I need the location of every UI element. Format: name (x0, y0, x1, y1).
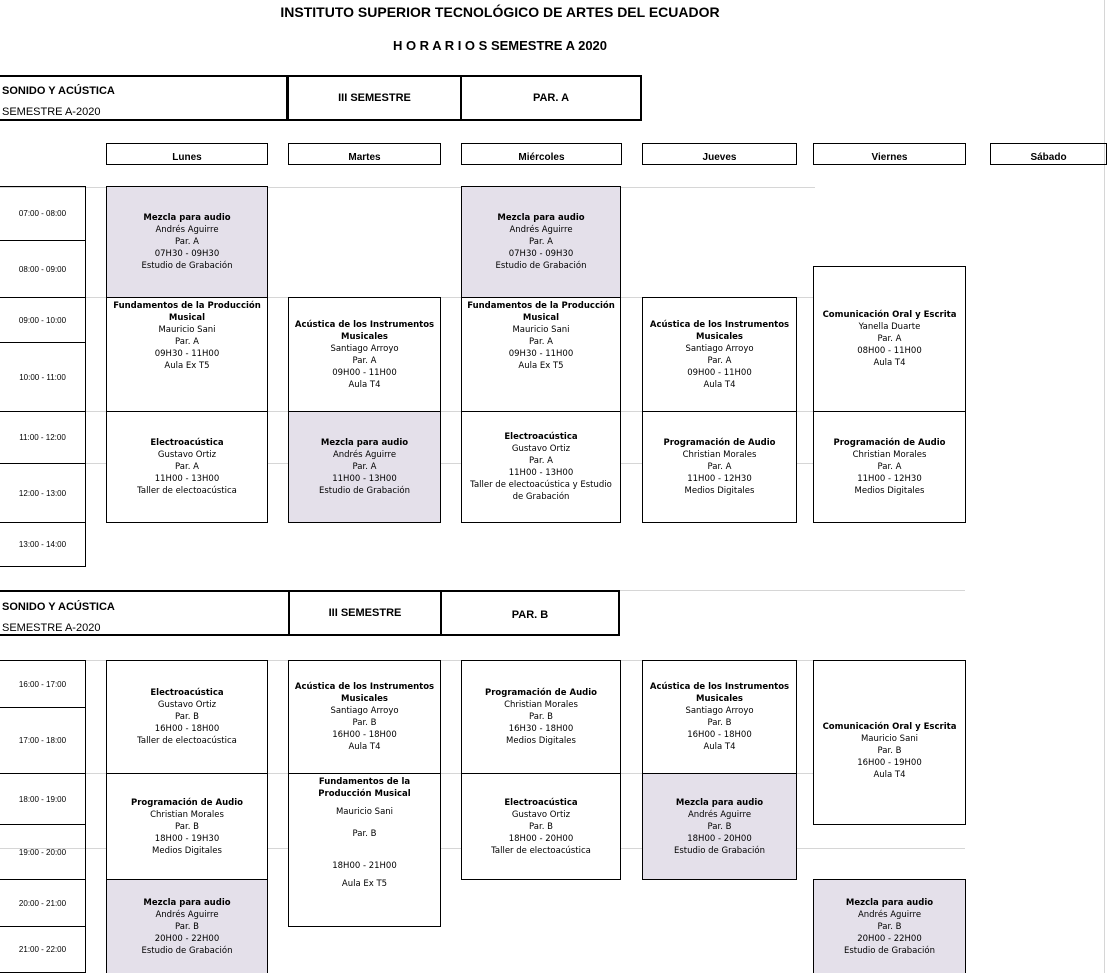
class-subject: Electroacústica (504, 432, 578, 442)
class-subject: Electroacústica (504, 797, 578, 808)
class-cell (642, 411, 797, 523)
class-teacher: Gustavo Ortiz (157, 450, 217, 460)
class-cell (813, 660, 966, 825)
class-room: Aula T4 (703, 379, 736, 390)
class-time: 09H00 - 11H00 (332, 367, 397, 378)
class-subject: Fundamentos de la Producción Musical (318, 777, 411, 799)
class-room: Taller de electoacústica (137, 736, 237, 746)
class-time: 20H00 - 22H00 (857, 933, 922, 944)
class-cell (288, 411, 441, 523)
class-time: 11H00 - 13H00 (332, 474, 397, 484)
class-room: Medios Digitales (854, 486, 925, 496)
class-cell (106, 879, 268, 973)
class-room: Taller de electoacústica y Estudio de Grabación (470, 480, 612, 502)
class-subject: Mezcla para audio (845, 897, 934, 908)
class-cell (288, 297, 441, 412)
class-subject: Programación de Audio (485, 688, 597, 698)
class-cell (642, 773, 797, 880)
level-box: III SEMESTRE (287, 75, 462, 121)
class-teacher: Gustavo Ortiz (511, 444, 571, 454)
class-time: 11H00 - 13H00 (508, 468, 574, 478)
class-teacher: Christian Morales (852, 450, 927, 460)
class-teacher: Santiago Arroyo (330, 343, 399, 354)
class-time: 09H00 - 11H00 (687, 367, 752, 378)
day-header-miercoles: Miércoles (461, 143, 622, 165)
class-time: 11H00 - 13H00 (154, 474, 220, 484)
class-time: 11H00 - 12H30 (687, 474, 752, 484)
class-subject: Electroacústica (150, 438, 224, 448)
class-teacher: Santiago Arroyo (330, 706, 399, 716)
class-time: 16H00 - 18H00 (687, 730, 752, 740)
class-teacher: Yanella Duarte (858, 322, 921, 332)
class-parallel: Par. B (707, 718, 732, 728)
class-cell (461, 297, 621, 412)
class-teacher: Santiago Arroyo (685, 706, 754, 716)
class-teacher: Gustavo Ortiz (157, 700, 217, 710)
class-subject: Electroacústica (150, 688, 224, 698)
class-teacher: Andrés Aguirre (687, 809, 752, 820)
class-parallel: Par. B (529, 821, 553, 832)
class-cell (461, 411, 621, 523)
time-slot: 08:00 - 09:00 (0, 240, 86, 298)
class-subject: Mezcla para audio (143, 213, 231, 223)
class-time: 20H00 - 22H00 (154, 933, 220, 944)
institute-title: INSTITUTO SUPERIOR TECNOLÓGICO DE ARTES DEL ECUADOR (280, 4, 720, 20)
class-teacher: Christian Morales (150, 809, 224, 820)
class-cell (813, 879, 966, 973)
class-teacher: Gustavo Ortiz (511, 809, 571, 820)
class-teacher: Christian Morales (682, 450, 757, 460)
class-room: Medios Digitales (684, 486, 755, 496)
class-parallel: Par. B (352, 718, 377, 728)
class-parallel: Par. A (529, 237, 553, 247)
class-teacher: Mauricio Sani (335, 807, 394, 817)
time-slot: 10:00 - 11:00 (0, 342, 86, 412)
class-subject: Programación de Audio (663, 438, 776, 448)
time-slot: 21:00 - 22:00 (0, 926, 86, 973)
class-parallel: Par. B (877, 921, 902, 932)
class-parallel: Par. A (175, 462, 199, 472)
class-room: Estudio de Grabación (495, 261, 587, 271)
class-parallel: Par. B (707, 821, 732, 832)
class-subject: Fundamentos de la Producción Musical (467, 301, 615, 323)
class-room: Estudio de Grabación (673, 845, 766, 856)
semester-label: SEMESTRE A-2020 (2, 622, 101, 634)
class-teacher: Andrés Aguirre (155, 225, 219, 235)
class-parallel: Par. B (175, 712, 199, 722)
career-label: SONIDO Y ACÚSTICA (2, 601, 115, 613)
class-parallel: Par. B (529, 712, 553, 722)
time-slot: 09:00 - 10:00 (0, 297, 86, 343)
class-parallel: Par. A (175, 237, 199, 247)
class-room: Aula T4 (703, 742, 736, 752)
class-subject: Acústica de los Instrumentos Musicales (649, 682, 790, 704)
class-time: 08H00 - 11H00 (857, 346, 922, 356)
class-cell (813, 411, 966, 523)
class-teacher: Andrés Aguirre (332, 450, 397, 460)
class-parallel: Par. A (877, 462, 902, 472)
class-parallel: Par. A (175, 337, 199, 347)
class-room: Aula Ex T5 (164, 361, 210, 371)
class-teacher: Mauricio Sani (860, 733, 919, 744)
day-header-sabado: Sábado (990, 143, 1107, 165)
class-cell (106, 297, 268, 412)
class-cell (106, 660, 268, 774)
section-a-info (0, 75, 288, 121)
class-time: 18H00 - 21H00 (332, 861, 397, 871)
class-teacher: Mauricio Sani (512, 325, 570, 335)
class-cell (461, 186, 621, 298)
time-slot: 17:00 - 18:00 (0, 707, 86, 774)
class-teacher: Christian Morales (504, 700, 578, 710)
time-slot: 18:00 - 19:00 (0, 773, 86, 825)
class-teacher: Santiago Arroyo (685, 343, 754, 354)
time-slot: 07:00 - 08:00 (0, 186, 86, 241)
day-header-viernes: Viernes (813, 143, 966, 165)
time-slot: 13:00 - 14:00 (0, 522, 86, 567)
class-room: Estudio de Grabación (141, 261, 233, 271)
class-cell (106, 411, 268, 523)
class-room: Estudio de Grabación (843, 945, 936, 956)
class-room: Taller de electoacústica (137, 486, 237, 496)
class-cell (813, 266, 966, 412)
level-box: III SEMESTRE (288, 590, 442, 636)
class-parallel: Par. A (529, 456, 553, 466)
time-slot: 12:00 - 13:00 (0, 463, 86, 523)
time-slot: 20:00 - 21:00 (0, 879, 86, 927)
section-b-info (0, 590, 290, 636)
class-time: 16H00 - 19H00 (857, 757, 922, 768)
class-parallel: Par. B (352, 829, 377, 839)
class-subject: Mezcla para audio (675, 797, 764, 808)
class-room: Aula Ex T5 (518, 361, 564, 371)
class-cell (288, 773, 441, 927)
class-room: Aula T4 (348, 379, 381, 390)
class-cell (642, 297, 797, 412)
day-header-jueves: Jueves (642, 143, 797, 165)
class-teacher: Andrés Aguirre (155, 909, 219, 920)
class-parallel: Par. A (352, 355, 377, 366)
parallel-box: PAR. B (440, 590, 620, 636)
class-parallel: Par. A (707, 355, 732, 366)
time-slot: 19:00 - 20:00 (0, 824, 86, 880)
class-cell (461, 660, 621, 774)
class-room: Aula T4 (873, 358, 906, 368)
class-time: 18H00 - 19H30 (154, 833, 220, 844)
class-subject: Acústica de los Instrumentos Musicales (294, 682, 435, 704)
class-cell (288, 660, 441, 774)
class-subject: Comunicación Oral y Escrita (822, 721, 957, 732)
class-time: 16H00 - 18H00 (154, 724, 220, 734)
time-slot: 11:00 - 12:00 (0, 411, 86, 464)
class-room: Estudio de Grabación (318, 486, 411, 496)
class-parallel: Par. A (877, 334, 902, 344)
class-room: Estudio de Grabación (141, 945, 233, 956)
class-subject: Fundamentos de la Producción Musical (113, 301, 261, 323)
class-cell (106, 186, 268, 298)
class-time: 07H30 - 09H30 (154, 249, 220, 259)
career-label: SONIDO Y ACÚSTICA (2, 85, 115, 97)
class-cell (642, 660, 797, 774)
class-subject: Acústica de los Instrumentos Musicales (294, 319, 435, 342)
class-teacher: Andrés Aguirre (509, 225, 573, 235)
class-time: 18H00 - 20H00 (508, 833, 574, 844)
class-parallel: Par. A (352, 462, 377, 472)
class-time: 18H00 - 20H00 (687, 833, 752, 844)
day-header-martes: Martes (288, 143, 441, 165)
class-time: 07H30 - 09H30 (508, 249, 574, 259)
class-cell (461, 773, 621, 880)
class-room: Medios Digitales (152, 845, 222, 856)
class-cell (106, 773, 268, 880)
class-subject: Comunicación Oral y Escrita (822, 310, 957, 320)
class-parallel: Par. B (175, 921, 199, 932)
class-time: 09H30 - 11H00 (508, 349, 574, 359)
schedule-subtitle: H O R A R I O S SEMESTRE A 2020 (392, 38, 608, 53)
class-parallel: Par. A (707, 462, 732, 472)
class-room: Aula T4 (348, 742, 381, 752)
class-time: 11H00 - 12H30 (857, 474, 922, 484)
class-room: Medios Digitales (506, 736, 576, 746)
class-room: Aula T4 (873, 769, 906, 780)
class-time: 16H30 - 18H00 (508, 724, 574, 734)
class-subject: Acústica de los Instrumentos Musicales (649, 319, 790, 342)
time-slot: 16:00 - 17:00 (0, 660, 86, 708)
class-time: 16H00 - 18H00 (332, 730, 397, 740)
class-subject: Programación de Audio (833, 438, 946, 448)
class-subject: Mezcla para audio (497, 213, 585, 223)
parallel-box: PAR. A (460, 75, 642, 121)
class-parallel: Par. B (175, 821, 199, 832)
class-parallel: Par. A (529, 337, 553, 347)
class-subject: Mezcla para audio (143, 897, 231, 908)
class-teacher: Mauricio Sani (158, 325, 216, 335)
class-room: Taller de electoacústica (491, 845, 591, 856)
class-teacher: Andrés Aguirre (857, 909, 922, 920)
semester-label: SEMESTRE A-2020 (2, 106, 101, 118)
day-header-lunes: Lunes (106, 143, 268, 165)
class-subject: Programación de Audio (131, 797, 243, 808)
class-room: Aula Ex T5 (341, 879, 388, 889)
class-parallel: Par. B (877, 745, 902, 756)
class-time: 09H30 - 11H00 (154, 349, 220, 359)
class-subject: Mezcla para audio (320, 438, 409, 448)
